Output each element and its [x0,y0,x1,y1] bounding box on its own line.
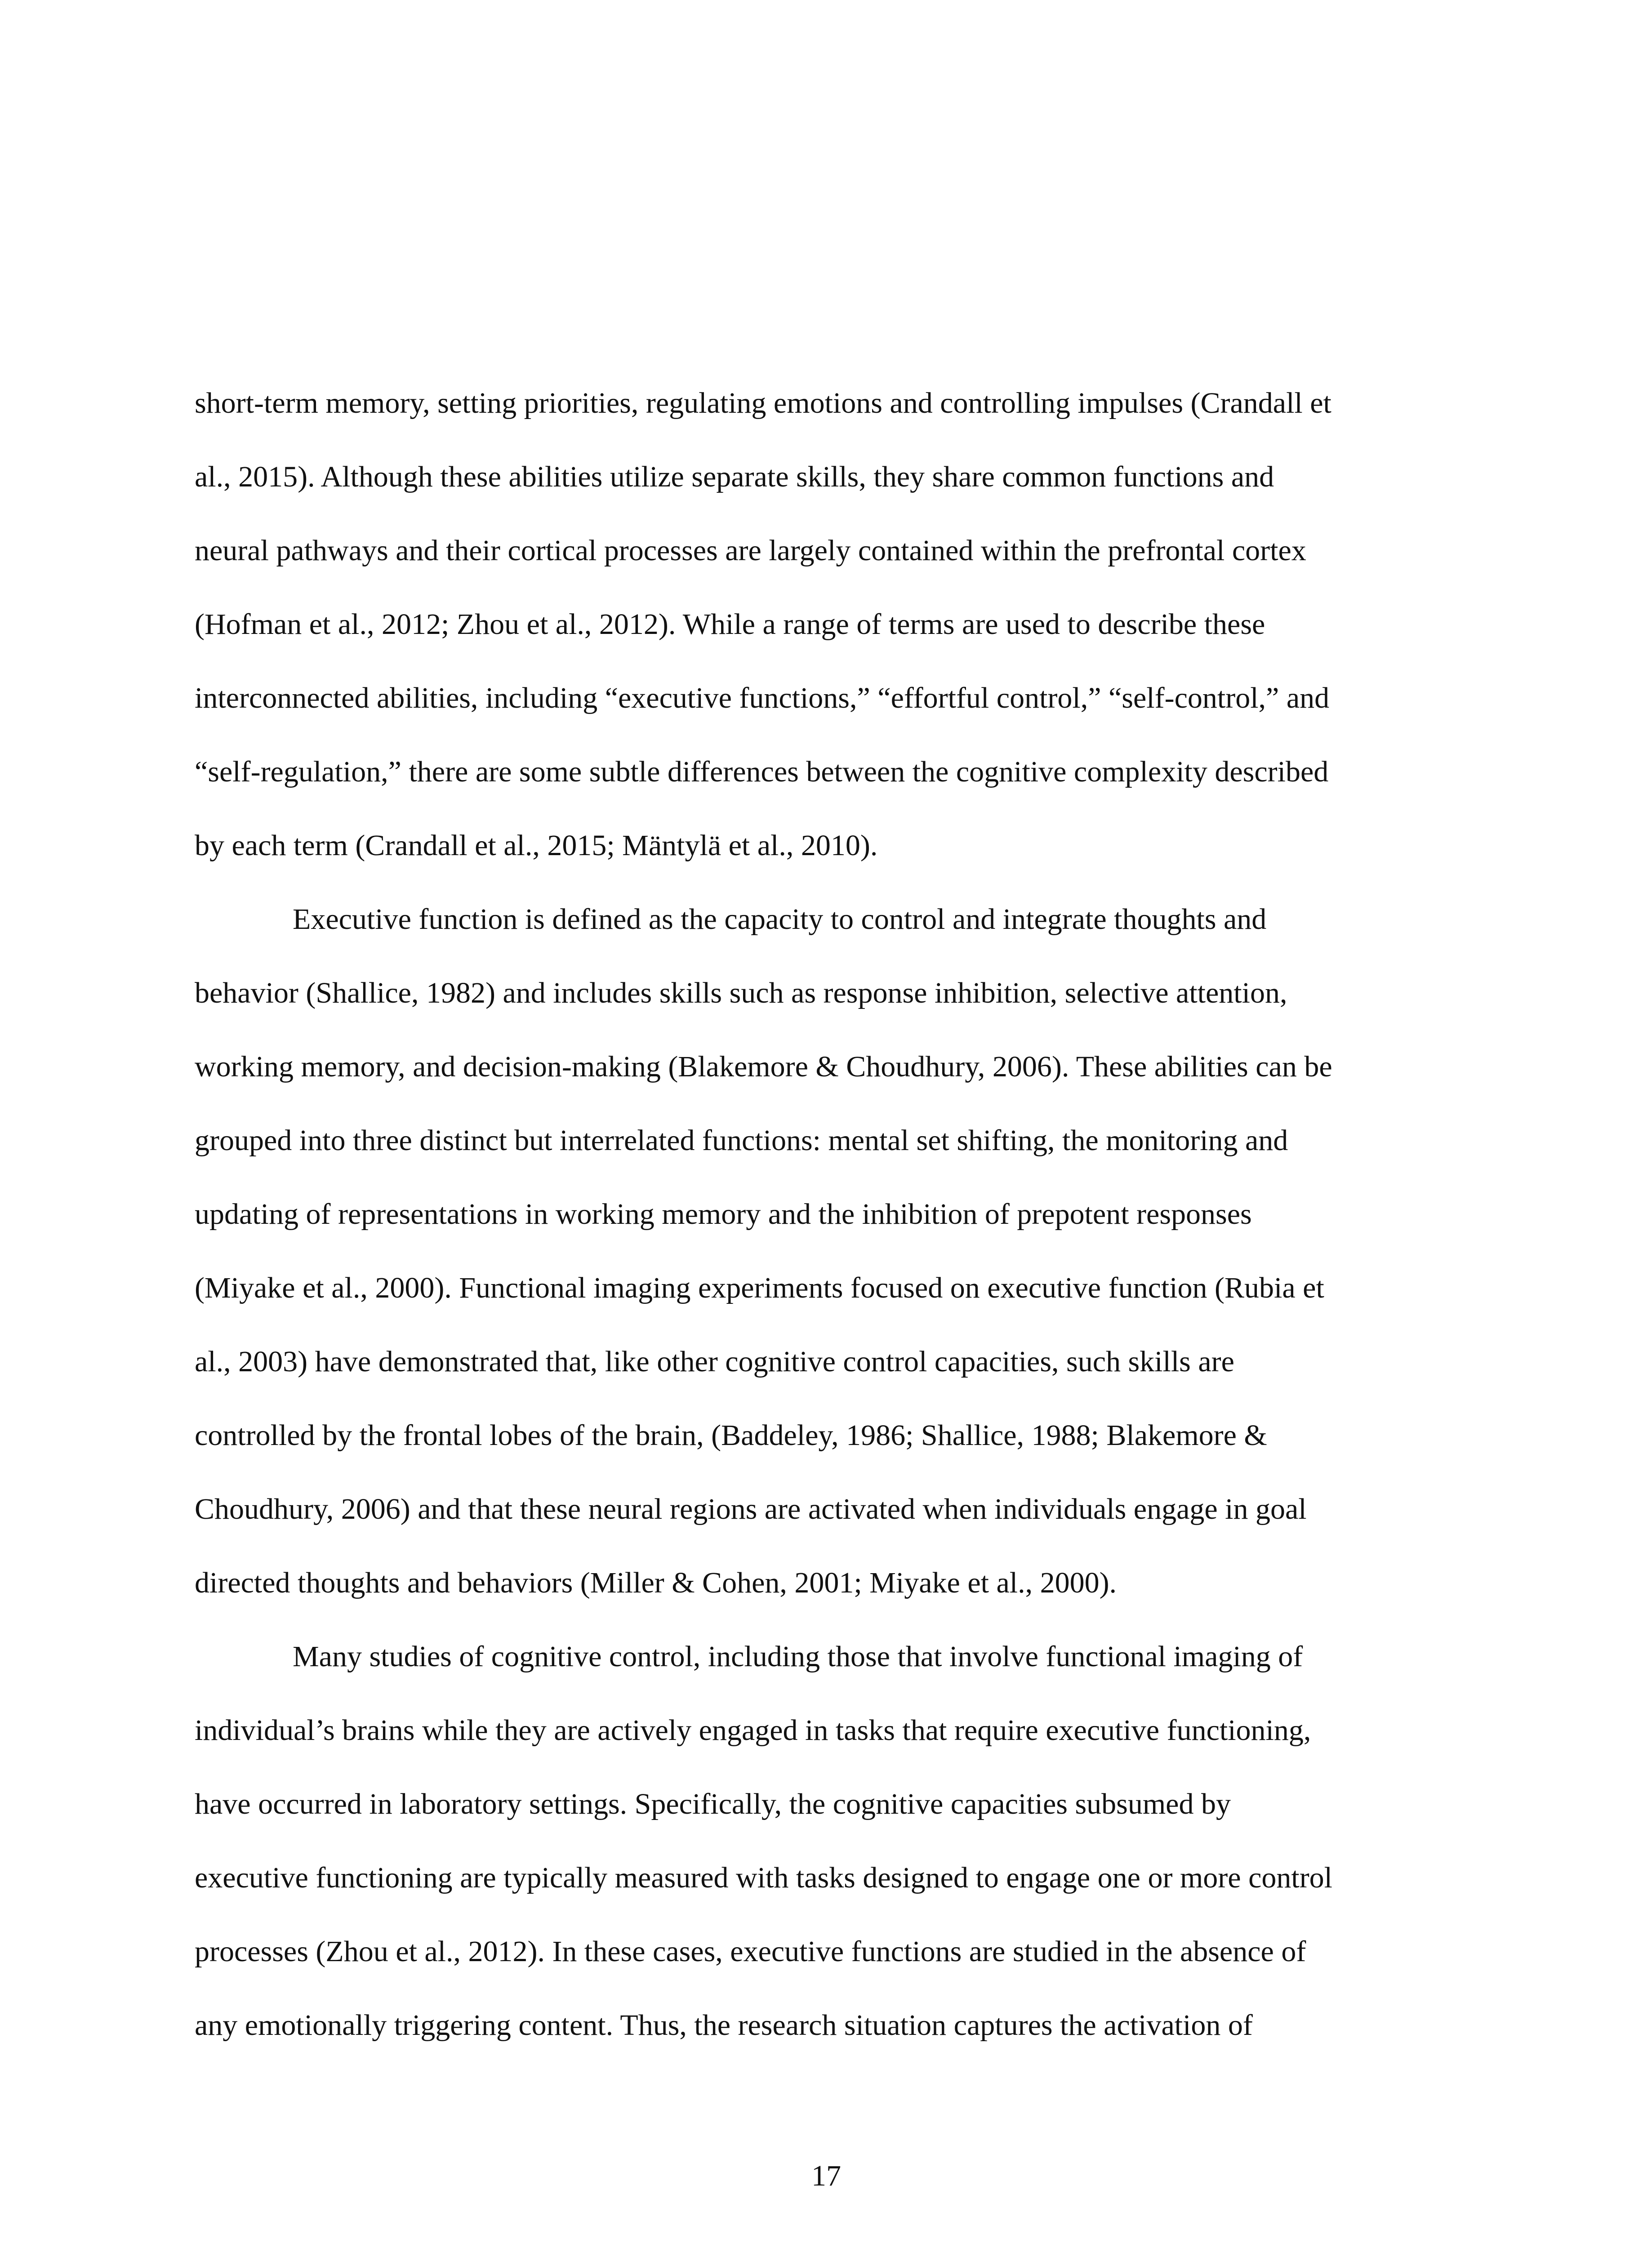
text-line: working memory, and decision-making (Blakemore & Choudhury, 2006). These abilities can be [195,1050,1332,1083]
text-line: controlled by the frontal lobes of the brain, (Baddeley, 1986; Shallice, 1988; Blakemore & [195,1419,1267,1452]
text-line: updating of representations in working memory and the inhibition of prepotent responses [195,1198,1252,1231]
text-line: interconnected abilities, including “executive functions,” “effortful control,” “self-control,” and [195,682,1330,714]
text-line: Choudhury, 2006) and that these neural regions are activated when individuals engage in goal [195,1493,1307,1525]
text-line: by each term (Crandall et al., 2015; Mäntylä et al., 2010). [195,829,878,862]
text-line: (Hofman et al., 2012; Zhou et al., 2012). While a range of terms are used to describe these [195,608,1265,641]
text-line: behavior (Shallice, 1982) and includes skills such as response inhibition, selective attention, [195,977,1287,1009]
text-line: processes (Zhou et al., 2012). In these cases, executive functions are studied in the absence of [195,1935,1306,1968]
text-line: individual’s brains while they are actively engaged in tasks that require executive functioning, [195,1714,1311,1747]
page-number: 17 [811,2159,841,2192]
text-line: have occurred in laboratory settings. Specifically, the cognitive capacities subsumed by [195,1788,1231,1820]
text-line: al., 2003) have demonstrated that, like other cognitive control capacities, such skills are [195,1345,1234,1378]
text-line: (Miyake et al., 2000). Functional imaging experiments focused on executive function (Rubia et [195,1271,1324,1304]
text-line: directed thoughts and behaviors (Miller & Cohen, 2001; Miyake et al., 2000). [195,1566,1117,1599]
text-line: executive functioning are typically measured with tasks designed to engage one or more control [195,1861,1333,1894]
text-line: any emotionally triggering content. Thus, the research situation captures the activation of [195,2009,1253,2042]
text-line: neural pathways and their cortical processes are largely contained within the prefrontal cortex [195,534,1306,567]
text-line: al., 2015). Although these abilities utilize separate skills, they share common functions and [195,460,1274,493]
body-text [195,366,1462,2062]
paragraph-first-line: Many studies of cognitive control, including those that involve functional imaging of [293,1640,1303,1673]
text-line: short-term memory, setting priorities, regulating emotions and controlling impulses (Crandall et [195,387,1331,419]
text-line: “self-regulation,” there are some subtle differences between the cognitive complexity described [195,755,1329,788]
paragraph-first-line: Executive function is defined as the capacity to control and integrate thoughts and [293,903,1267,936]
text-line: grouped into three distinct but interrelated functions: mental set shifting, the monitoring and [195,1124,1288,1157]
